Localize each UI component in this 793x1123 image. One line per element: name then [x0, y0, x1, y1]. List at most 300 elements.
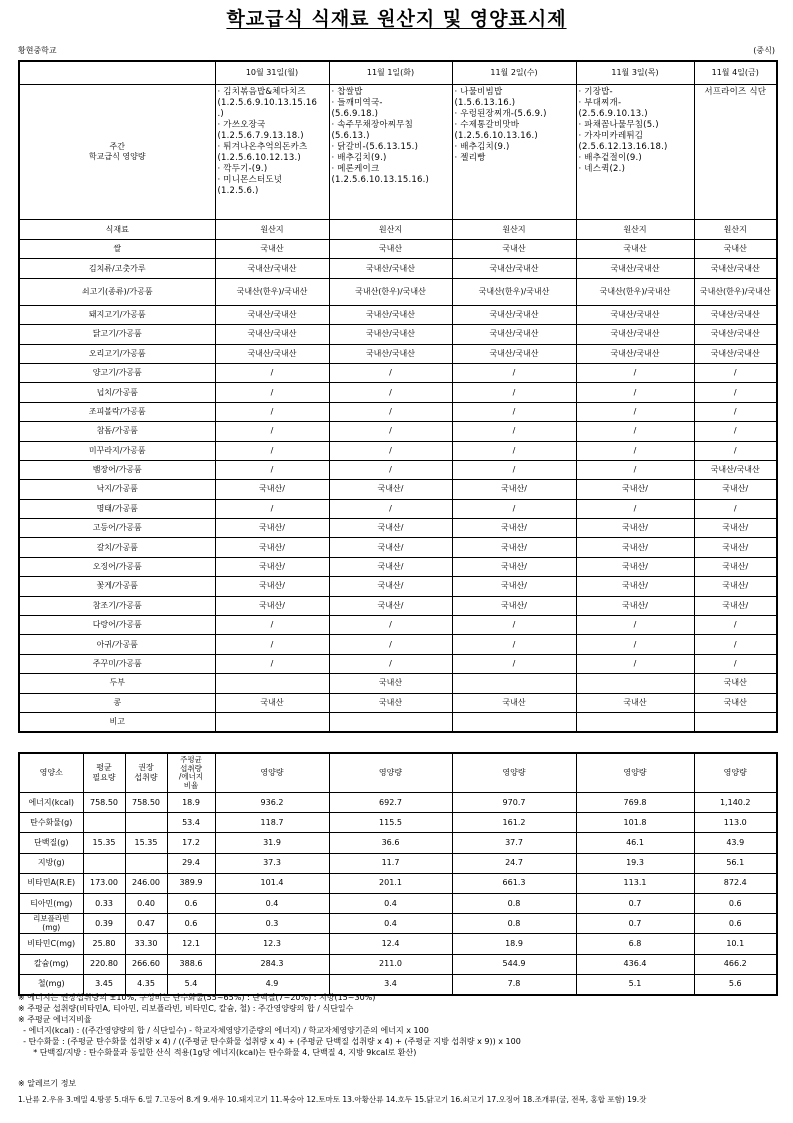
origin-value: 국내산/ — [452, 480, 576, 499]
day-nutrition-value: 466.2 — [694, 954, 777, 974]
day-nutrition-value: 661.3 — [452, 873, 576, 893]
origin-value: 국내산/국내산 — [576, 259, 694, 278]
avg-requirement — [83, 853, 125, 873]
date-row — [19, 61, 777, 85]
origin-value: 국내산/ — [576, 538, 694, 557]
ingredient-row — [19, 480, 777, 499]
origin-value: / — [576, 654, 694, 673]
weekly-ratio: 12.1 — [167, 934, 215, 954]
nutrition-row — [19, 954, 777, 974]
day-nutrition-value: 0.4 — [215, 893, 329, 913]
day-nutrition-value: 115.5 — [329, 813, 452, 833]
day-nutrition-value: 436.4 — [576, 954, 694, 974]
origin-value: 국내산/ — [694, 538, 777, 557]
ingredient-rows — [19, 240, 777, 713]
origin-value: / — [215, 460, 329, 479]
day-nutrition-value: 211.0 — [329, 954, 452, 974]
ingredient-header-label: 식재료 — [19, 220, 215, 240]
ingredient-name: 주꾸미/가공품 — [19, 654, 215, 673]
day-nutrition-value: 56.1 — [694, 853, 777, 873]
nutrition-row — [19, 914, 777, 934]
day-nutrition-value: 0.6 — [694, 893, 777, 913]
day-nutrition-value: 161.2 — [452, 813, 576, 833]
nutrient-name: 칼슘(mg) — [19, 954, 83, 974]
day-nutrition-value: 101.8 — [576, 813, 694, 833]
nutrient-name: 비타민A(R.E) — [19, 873, 83, 893]
day-nutrition-value: 101.4 — [215, 873, 329, 893]
origin-value: 국내산/ — [452, 577, 576, 596]
day-menu: · 찹쌀밥 · 들깨미역국- (5.6.9.18.) · 속주무채장아찌무침 (5.6.13.) · 닭갈비-(5.6.13.15.) · 배추김치(9.) · 메론케이크 (1.2.5.6.10.13.15.16.) — [329, 85, 452, 220]
origin-value: / — [329, 383, 452, 402]
nutrient-name: 비타민C(mg) — [19, 934, 83, 954]
recommended-intake — [125, 813, 167, 833]
origin-value: 국내산(한우)/국내산 — [576, 278, 694, 305]
origin-value: / — [694, 402, 777, 421]
origin-value: 국내산(한우)/국내산 — [694, 278, 777, 305]
school-name: 황현중학교 — [18, 46, 57, 55]
origin-value: 국내산/ — [215, 557, 329, 576]
origin-value: / — [215, 441, 329, 460]
ingredient-name: 아귀/가공품 — [19, 635, 215, 654]
remarks-cell — [576, 712, 694, 732]
day-nutrition-value: 692.7 — [329, 793, 452, 813]
notes — [18, 992, 778, 1058]
ingredient-name: 넙치/가공품 — [19, 383, 215, 402]
origin-value: / — [576, 383, 694, 402]
origin-value: / — [452, 402, 576, 421]
origin-value: 국내산/국내산 — [694, 259, 777, 278]
day-nutrition-value: 37.3 — [215, 853, 329, 873]
avg-header: 평균 필요량 — [83, 753, 125, 793]
origin-value: 국내산/ — [329, 596, 452, 615]
menu-origin-table — [18, 60, 778, 733]
recommended-intake: 246.00 — [125, 873, 167, 893]
origin-value: 국내산/ — [452, 557, 576, 576]
origin-value: 국내산/ — [215, 538, 329, 557]
ingredient-row — [19, 460, 777, 479]
ingredient-row — [19, 325, 777, 344]
origin-value: / — [452, 654, 576, 673]
note-line: - 에너지(kcal) : ((주간영양량의 합 / 식단일수) - 학교자체영양기준량의 에너지) / 학교자체영양기준의 에너지 x 100 — [18, 1026, 429, 1035]
day-nutrition-value: 0.8 — [452, 914, 576, 934]
ingredient-name: 오리고기/가공품 — [19, 344, 215, 363]
day-nutrition-value: 0.6 — [694, 914, 777, 934]
ingredient-row — [19, 654, 777, 673]
origin-value: / — [576, 460, 694, 479]
day-nutrition-value: 6.8 — [576, 934, 694, 954]
origin-value: 국내산 — [694, 693, 777, 712]
nutrition-row — [19, 893, 777, 913]
ingredient-name: 닭고기/가공품 — [19, 325, 215, 344]
ingredient-name: 고등어/가공품 — [19, 519, 215, 538]
origin-value: 국내산/ — [452, 596, 576, 615]
weekly-ratio: 388.6 — [167, 954, 215, 974]
remarks-cell — [215, 712, 329, 732]
day-nutrition-value: 12.4 — [329, 934, 452, 954]
weekly-ratio: 17.2 — [167, 833, 215, 853]
day-menu: · 기장밥- · 부대찌개- (2.5.6.9.10.13.) · 파채꼼나물무침(5.) · 가자미카레튀김 (2.5.6.12.13.16.18.) · 배추겉절이(9.) · 네스퀵(2.) — [576, 85, 694, 220]
origin-value: / — [215, 402, 329, 421]
menu-row — [19, 85, 777, 220]
ingredient-row — [19, 635, 777, 654]
recommended-intake: 758.50 — [125, 793, 167, 813]
origin-header: 원산지 — [215, 220, 329, 240]
note-line: - 탄수화물 : (주평균 탄수화물 섭취량 x 4) / ((주평균 탄수화물 섭취량 x 4) + (주평균 단백질 섭취량 x 4) + (주평균 지방 섭취량 x 9)) x 100 — [18, 1037, 521, 1046]
avg-requirement: 220.80 — [83, 954, 125, 974]
recommended-intake: 0.40 — [125, 893, 167, 913]
day-nutrition-value: 118.7 — [215, 813, 329, 833]
origin-value: 국내산/ — [576, 480, 694, 499]
day-menu: 서프라이즈 식단 — [694, 85, 777, 220]
origin-value: / — [694, 499, 777, 518]
avg-requirement — [83, 813, 125, 833]
origin-value: 국내산/국내산 — [694, 344, 777, 363]
ingredient-name: 낙지/가공품 — [19, 480, 215, 499]
origin-value: 국내산 — [329, 693, 452, 712]
day-nutrition-header: 영양량 — [452, 753, 576, 793]
origin-header: 원산지 — [329, 220, 452, 240]
origin-value: 국내산(한우)/국내산 — [452, 278, 576, 305]
ingredient-name: 다랑어/가공품 — [19, 616, 215, 635]
day-nutrition-value: 936.2 — [215, 793, 329, 813]
origin-value: 국내산/국내산 — [576, 344, 694, 363]
ingredient-row — [19, 557, 777, 576]
origin-value: 국내산/국내산 — [452, 344, 576, 363]
ingredient-row — [19, 577, 777, 596]
origin-value: / — [452, 635, 576, 654]
nutrient-name: 에너지(kcal) — [19, 793, 83, 813]
day-date: 11월 1일(화) — [329, 61, 452, 85]
nutrition-row — [19, 793, 777, 813]
ingredient-row — [19, 693, 777, 712]
ingredient-row — [19, 278, 777, 305]
origin-value: / — [452, 499, 576, 518]
origin-value: / — [215, 635, 329, 654]
avg-requirement: 758.50 — [83, 793, 125, 813]
weekly-ratio: 5.4 — [167, 974, 215, 995]
day-nutrition-value: 18.9 — [452, 934, 576, 954]
ingredient-row — [19, 596, 777, 615]
remarks-cell — [694, 712, 777, 732]
origin-value: / — [329, 460, 452, 479]
origin-value: / — [452, 460, 576, 479]
ingredient-name: 조피볼락/가공품 — [19, 402, 215, 421]
day-nutrition-value: 0.7 — [576, 893, 694, 913]
ingredient-row — [19, 305, 777, 324]
origin-value — [576, 674, 694, 693]
origin-value: / — [576, 616, 694, 635]
origin-value: / — [329, 441, 452, 460]
origin-value: 국내산 — [452, 240, 576, 259]
day-nutrition-value: 43.9 — [694, 833, 777, 853]
origin-value: 국내산/ — [329, 538, 452, 557]
origin-value: 국내산 — [576, 693, 694, 712]
origin-value: 국내산/국내산 — [694, 305, 777, 324]
origin-value: / — [452, 383, 576, 402]
origin-value: / — [576, 499, 694, 518]
ingredient-row — [19, 402, 777, 421]
day-nutrition-value: 11.7 — [329, 853, 452, 873]
ingredient-row — [19, 441, 777, 460]
origin-value: / — [694, 441, 777, 460]
origin-value: 국내산/국내산 — [452, 305, 576, 324]
origin-value: 국내산/ — [329, 480, 452, 499]
day-nutrition-value: 113.0 — [694, 813, 777, 833]
origin-value: 국내산 — [329, 240, 452, 259]
allergy-title: ※ 알레르기 정보 — [18, 1079, 77, 1088]
ingredient-name: 콩 — [19, 693, 215, 712]
nutrition-row — [19, 934, 777, 954]
allergy-list: 1.난류 2.우유 3.메밀 4.땅콩 5.대두 6.밀 7.고등어 8.게 9.새우 10.돼지고기 11.복숭아 12.토마토 13.아황산류 14.호두 15.닭고기 16.쇠고기 17.오징어 18.조개류(굴, 전복, 홍합 포함) 19.잣 — [18, 1095, 647, 1104]
recommended-intake: 4.35 — [125, 974, 167, 995]
day-nutrition-value: 37.7 — [452, 833, 576, 853]
day-nutrition-value: 3.4 — [329, 974, 452, 995]
origin-value: / — [215, 499, 329, 518]
origin-value: 국내산/국내산 — [452, 259, 576, 278]
origin-value: / — [329, 363, 452, 382]
ingredient-name: 명태/가공품 — [19, 499, 215, 518]
day-nutrition-value: 5.6 — [694, 974, 777, 995]
ingredient-name: 두부 — [19, 674, 215, 693]
nutrient-name: 지방(g) — [19, 853, 83, 873]
origin-value: 국내산/국내산 — [215, 305, 329, 324]
origin-value: / — [215, 616, 329, 635]
nutrition-row — [19, 853, 777, 873]
origin-value: / — [576, 363, 694, 382]
origin-value: / — [329, 635, 452, 654]
origin-value: 국내산/국내산 — [329, 259, 452, 278]
ingredient-header-row — [19, 220, 777, 240]
nutrient-name: 탄수화물(g) — [19, 813, 83, 833]
remarks-cell — [452, 712, 576, 732]
nutrition-row — [19, 833, 777, 853]
note-line: ※ 에너지는 권장섭취량의 ±10%, 구성비는 탄수화물(55~65%) : 단백질(7~20%) : 지방(15~30%) — [18, 993, 376, 1002]
ingredient-row — [19, 538, 777, 557]
origin-value: 국내산/국내산 — [576, 325, 694, 344]
avg-requirement: 25.80 — [83, 934, 125, 954]
origin-value: 국내산/ — [694, 519, 777, 538]
nutrition-row — [19, 813, 777, 833]
weekly-ratio: 389.9 — [167, 873, 215, 893]
origin-value: 국내산/ — [576, 519, 694, 538]
origin-value: 국내산 — [452, 693, 576, 712]
origin-value: 국내산/국내산 — [694, 325, 777, 344]
ingredient-name: 참돔/가공품 — [19, 422, 215, 441]
ingredient-name: 돼지고기/가공품 — [19, 305, 215, 324]
origin-value: / — [694, 363, 777, 382]
ingredient-name: 참조기/가공품 — [19, 596, 215, 615]
day-nutrition-value: 4.9 — [215, 974, 329, 995]
ingredient-row — [19, 616, 777, 635]
day-nutrition-value: 284.3 — [215, 954, 329, 974]
origin-value: 국내산/국내산 — [329, 325, 452, 344]
day-nutrition-value: 36.6 — [329, 833, 452, 853]
origin-header: 원산지 — [576, 220, 694, 240]
origin-value — [452, 674, 576, 693]
day-nutrition-value: 0.4 — [329, 914, 452, 934]
day-nutrition-value: 0.4 — [329, 893, 452, 913]
origin-value: / — [215, 422, 329, 441]
avg-requirement: 3.45 — [83, 974, 125, 995]
origin-value: 국내산/ — [215, 596, 329, 615]
origin-value: 국내산/국내산 — [452, 325, 576, 344]
day-nutrition-header: 영양량 — [215, 753, 329, 793]
recommended-intake — [125, 853, 167, 873]
nutrition-row — [19, 873, 777, 893]
origin-value: 국내산/ — [576, 596, 694, 615]
origin-value: / — [694, 654, 777, 673]
day-nutrition-value: 0.7 — [576, 914, 694, 934]
day-nutrition-value: 544.9 — [452, 954, 576, 974]
day-menu: · 김치볶음밥&체다치즈 (1.2.5.6.9.10.13.15.16 .) · 가쓰오장국 (1.2.5.6.7.9.13.18.) · 튀겨나온추억의돈카츠 (1.2.5.6.10.12.13.) · 깍두기-(9.) · 미니몬스터도넛 (1.2.5.6.) — [215, 85, 329, 220]
origin-value: / — [329, 402, 452, 421]
origin-value: / — [329, 654, 452, 673]
origin-value: / — [329, 422, 452, 441]
ingredient-name: 쇠고기(종류)/가공품 — [19, 278, 215, 305]
rec-header: 권장 섭취량 — [125, 753, 167, 793]
note-line: * 단백질/지방 : 탄수화물과 동일한 산식 적용(1g당 에너지(kcal)는 탄수화물 4, 단백질 4, 지방 9kcal로 환산) — [18, 1048, 417, 1057]
origin-value: / — [329, 499, 452, 518]
note-line: ※ 주평균 섭취량(비타민A, 티아민, 리보플라빈, 비타민C, 칼슘, 철) : 주간영양량의 합 / 식단일수 — [18, 1004, 354, 1013]
day-nutrition-value: 201.1 — [329, 873, 452, 893]
origin-value: 국내산/ — [576, 577, 694, 596]
origin-value: / — [694, 616, 777, 635]
origin-value: 국내산/국내산 — [694, 460, 777, 479]
origin-value: 국내산/ — [452, 538, 576, 557]
ingredient-row — [19, 674, 777, 693]
origin-value: / — [215, 654, 329, 673]
day-nutrition-value: 970.7 — [452, 793, 576, 813]
day-date: 11월 4일(금) — [694, 61, 777, 85]
origin-value: 국내산/ — [694, 596, 777, 615]
page-title: 학교급식 식재료 원산지 및 영양표시제 — [226, 8, 567, 30]
origin-value: / — [576, 635, 694, 654]
origin-value: 국내산 — [576, 240, 694, 259]
origin-value — [215, 674, 329, 693]
day-nutrition-value: 31.9 — [215, 833, 329, 853]
day-nutrition-header: 영양량 — [329, 753, 452, 793]
origin-value: / — [215, 383, 329, 402]
day-nutrition-value: 46.1 — [576, 833, 694, 853]
nutrient-name: 단백질(g) — [19, 833, 83, 853]
ingredient-row — [19, 422, 777, 441]
origin-value: 국내산/ — [215, 480, 329, 499]
corner-cell — [19, 61, 215, 85]
weekly-ratio: 0.6 — [167, 893, 215, 913]
origin-value: / — [329, 616, 452, 635]
weekly-ratio: 18.9 — [167, 793, 215, 813]
weekly-ratio: 53.4 — [167, 813, 215, 833]
day-nutrition-value: 19.3 — [576, 853, 694, 873]
day-date: 11월 2일(수) — [452, 61, 576, 85]
recommended-intake: 0.47 — [125, 914, 167, 934]
origin-value: / — [452, 616, 576, 635]
day-nutrition-value: 0.8 — [452, 893, 576, 913]
origin-value: 국내산/국내산 — [215, 344, 329, 363]
ingredient-row — [19, 519, 777, 538]
avg-requirement: 0.33 — [83, 893, 125, 913]
origin-header: 원산지 — [452, 220, 576, 240]
day-nutrition-value: 10.1 — [694, 934, 777, 954]
origin-value: 국내산 — [215, 693, 329, 712]
recommended-intake: 15.35 — [125, 833, 167, 853]
ingredient-name: 김치류/고춧가루 — [19, 259, 215, 278]
ingredient-name: 양고기/가공품 — [19, 363, 215, 382]
origin-value: 국내산/ — [694, 557, 777, 576]
recommended-intake: 266.60 — [125, 954, 167, 974]
ingredient-row — [19, 240, 777, 259]
origin-value: 국내산/ — [694, 577, 777, 596]
ingredient-row — [19, 383, 777, 402]
day-nutrition-value: 872.4 — [694, 873, 777, 893]
day-nutrition-value: 24.7 — [452, 853, 576, 873]
origin-value: 국내산/ — [329, 557, 452, 576]
origin-value: 국내산 — [215, 240, 329, 259]
avg-requirement: 0.39 — [83, 914, 125, 934]
day-nutrition-header: 영양량 — [694, 753, 777, 793]
avg-requirement: 15.35 — [83, 833, 125, 853]
origin-value: 국내산 — [329, 674, 452, 693]
nutrition-rows — [19, 793, 777, 995]
day-nutrition-value: 12.3 — [215, 934, 329, 954]
ingredient-name: 뱀장어/가공품 — [19, 460, 215, 479]
ingredient-row — [19, 363, 777, 382]
nutrient-name: 리보플라빈 (mg) — [19, 914, 83, 934]
ratio-header: 주평균 섭취량 /에너지 비율 — [167, 753, 215, 793]
day-nutrition-value: 0.3 — [215, 914, 329, 934]
origin-value: / — [576, 422, 694, 441]
origin-value: / — [452, 363, 576, 382]
day-nutrition-header: 영양량 — [576, 753, 694, 793]
origin-value: / — [694, 422, 777, 441]
ingredient-name: 오징어/가공품 — [19, 557, 215, 576]
origin-value: 국내산(한우)/국내산 — [329, 278, 452, 305]
day-date: 11월 3일(목) — [576, 61, 694, 85]
remarks-label: 비고 — [19, 712, 215, 732]
remarks-cell — [329, 712, 452, 732]
menu-label: 주간 학교급식 영양량 — [19, 85, 215, 220]
origin-value: 국내산/ — [329, 577, 452, 596]
origin-value: 국내산 — [694, 674, 777, 693]
origin-value: 국내산/국내산 — [215, 259, 329, 278]
meal-type: (중식) — [753, 46, 775, 55]
day-nutrition-value: 113.1 — [576, 873, 694, 893]
ingredient-row — [19, 499, 777, 518]
nutrient-name: 철(mg) — [19, 974, 83, 995]
ingredient-name: 꽃게/가공품 — [19, 577, 215, 596]
recommended-intake: 33.30 — [125, 934, 167, 954]
origin-value: / — [452, 422, 576, 441]
ingredient-name: 갈치/가공품 — [19, 538, 215, 557]
avg-requirement: 173.00 — [83, 873, 125, 893]
origin-value: 국내산/국내산 — [576, 305, 694, 324]
note-line: ※ 주평균 에너지비율 — [18, 1015, 92, 1024]
nutrient-name: 티아민(mg) — [19, 893, 83, 913]
origin-value: 국내산/ — [329, 519, 452, 538]
day-nutrition-value: 1,140.2 — [694, 793, 777, 813]
weekly-ratio: 29.4 — [167, 853, 215, 873]
nutrition-header-row — [19, 753, 777, 793]
origin-value: 국내산 — [694, 240, 777, 259]
origin-value: 국내산/국내산 — [329, 344, 452, 363]
day-nutrition-value: 5.1 — [576, 974, 694, 995]
origin-value: 국내산/ — [576, 557, 694, 576]
origin-value: 국내산/ — [215, 577, 329, 596]
origin-value: / — [694, 383, 777, 402]
origin-value: / — [215, 363, 329, 382]
day-nutrition-value: 769.8 — [576, 793, 694, 813]
origin-header: 원산지 — [694, 220, 777, 240]
